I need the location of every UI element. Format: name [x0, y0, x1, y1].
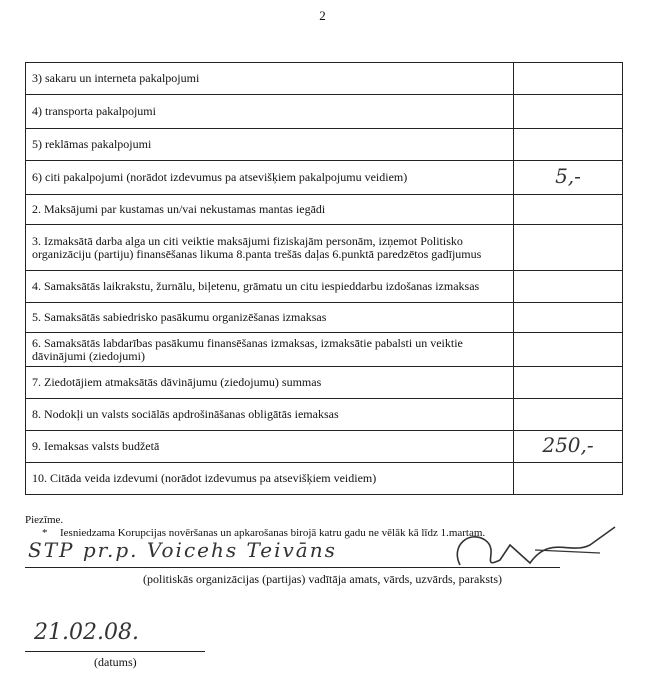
date-caption: (datums)	[94, 655, 137, 669]
row-value	[514, 129, 623, 161]
table-row	[26, 399, 623, 431]
row-label: 8. Nodokļi un valsts sociālās apdrošināšanas obligātās iemaksas	[26, 399, 514, 431]
row-label: 3. Izmaksātā darba alga un citi veiktie maksājumi fiziskajām personām, izņemot Politisko organizāciju (partiju) finansēšanas likuma 8.panta trešās daļas 6.punktā paredzētos gadījumus	[26, 225, 514, 271]
row-value: 250,-	[514, 431, 623, 463]
signature-handwriting: STP pr.p. Voicehs Teivāns	[28, 538, 337, 562]
row-value	[514, 463, 623, 495]
date-handwriting: 21.02.08.	[34, 620, 139, 645]
row-value	[514, 399, 623, 431]
row-label: 4. Samaksātās laikrakstu, žurnālu, biļetenu, grāmatu un citu iespieddarbu izdošanas izmaksas	[26, 271, 514, 303]
row-label: 9. Iemaksas valsts budžetā	[26, 431, 514, 463]
table-row	[26, 161, 623, 195]
table-row	[26, 367, 623, 399]
row-value	[514, 303, 623, 333]
date-line	[25, 651, 205, 652]
table-row	[26, 333, 623, 367]
row-value	[514, 195, 623, 225]
table-row	[26, 431, 623, 463]
note-text: Iesniedzama Korupcijas novēršanas un apkarošanas birojā katru gadu ne vēlāk kā līdz 1.martam.	[60, 527, 486, 539]
row-value	[514, 271, 623, 303]
page-number: 2	[319, 8, 326, 23]
row-label: 10. Citāda veida izdevumi (norādot izdevumus pa atsevišķiem veidiem)	[26, 463, 514, 495]
row-label: 7. Ziedotājiem atmaksātās dāvinājumu (ziedojumu) summas	[26, 367, 514, 399]
row-label: 5) reklāmas pakalpojumi	[26, 129, 514, 161]
table-row	[26, 63, 623, 95]
table-row	[26, 225, 623, 271]
row-label: 6. Samaksātās labdarības pasākumu finansēšanas izmaksas, izmaksātie pabalsti un veiktie dāvinājumi (ziedojumi)	[26, 333, 514, 367]
table-row	[26, 95, 623, 129]
row-value	[514, 333, 623, 367]
row-label: 2. Maksājumi par kustamas un/vai nekustamas mantas iegādi	[26, 195, 514, 225]
table-row	[26, 271, 623, 303]
row-value	[514, 225, 623, 271]
signature-line	[25, 567, 560, 568]
row-label: 5. Samaksātās sabiedrisko pasākumu organizēšanas izmaksas	[26, 303, 514, 333]
row-value: 5,-	[514, 161, 623, 195]
row-label: 3) sakaru un interneta pakalpojumi	[26, 63, 514, 95]
table-row	[26, 463, 623, 495]
row-value	[514, 367, 623, 399]
row-label: 4) transporta pakalpojumi	[26, 95, 514, 129]
table-row	[26, 303, 623, 333]
note-marker: *	[42, 527, 48, 539]
signature-caption: (politiskās organizācijas (partijas) vadītāja amats, vārds, uzvārds, paraksts)	[143, 572, 502, 586]
row-value	[514, 63, 623, 95]
table-row	[26, 195, 623, 225]
row-value	[514, 95, 623, 129]
table-row	[26, 129, 623, 161]
expense-table	[25, 62, 623, 495]
note-title: Piezīme.	[25, 514, 64, 526]
row-label: 6) citi pakalpojumi (norādot izdevumus pa atsevišķiem pakalpojumu veidiem)	[26, 161, 514, 195]
